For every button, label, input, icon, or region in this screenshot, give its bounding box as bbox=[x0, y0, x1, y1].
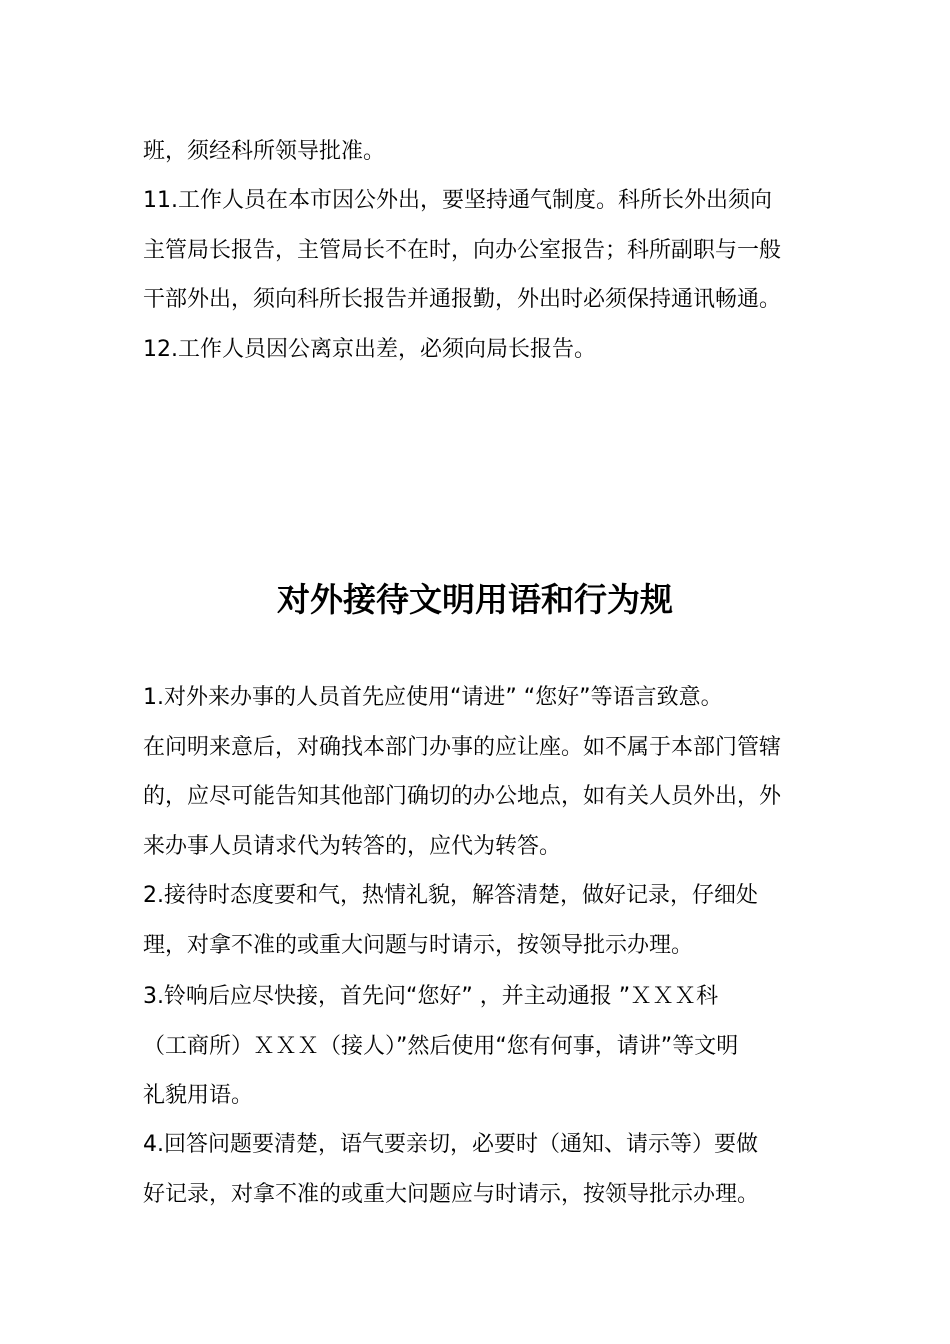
paragraph-line: 好记录，对拿不准的或重大问题应与时请示，按领导批示办理。 bbox=[143, 1182, 760, 1207]
paragraph-line: （工商所）ＸＸＸ（接人）”然后使用“您有何事，请讲”等文明 bbox=[143, 1034, 739, 1059]
paragraph-line: 礼貌用语。 bbox=[143, 1083, 254, 1108]
paragraph-line: 12.工作人员因公离京出差，必须向局长报告。 bbox=[143, 337, 596, 362]
paragraph-line: 理，对拿不准的或重大问题与时请示，按领导批示办理。 bbox=[143, 933, 694, 958]
paragraph-line: 3.铃响后应尽快接，首先问“您好” ，并主动通报 ”ＸＸＸ科 bbox=[143, 984, 719, 1009]
paragraph-line: 4.回答问题要清楚，语气要亲切，必要时（通知、请示等）要做 bbox=[143, 1132, 758, 1157]
paragraph-line: 干部外出，须向科所长报告并通报勤，外出时必须保持通讯畅通。 bbox=[143, 287, 782, 312]
section-title: 对外接待文明用语和行为规 bbox=[277, 580, 673, 619]
paragraph-line: 1.对外来办事的人员首先应使用“请进” “您好”等语言致意。 bbox=[143, 685, 723, 710]
paragraph-line: 主管局长报告，主管局长不在时，向办公室报告；科所副职与一般 bbox=[143, 238, 782, 263]
paragraph-line: 的，应尽可能告知其他部门确切的办公地点，如有关人员外出，外 bbox=[143, 784, 782, 809]
paragraph-line: 班，须经科所领导批准。 bbox=[143, 139, 386, 164]
paragraph-line: 11.工作人员在本市因公外出，要坚持通气制度。科所长外出须向 bbox=[143, 188, 772, 213]
paragraph-line: 在问明来意后，对确找本部门办事的应让座。如不属于本部门管辖 bbox=[143, 735, 782, 760]
paragraph-line: 2.接待时态度要和气，热情礼貌，解答清楚，做好记录，仔细处 bbox=[143, 883, 758, 908]
paragraph-line: 来办事人员请求代为转答的，应代为转答。 bbox=[143, 834, 562, 859]
